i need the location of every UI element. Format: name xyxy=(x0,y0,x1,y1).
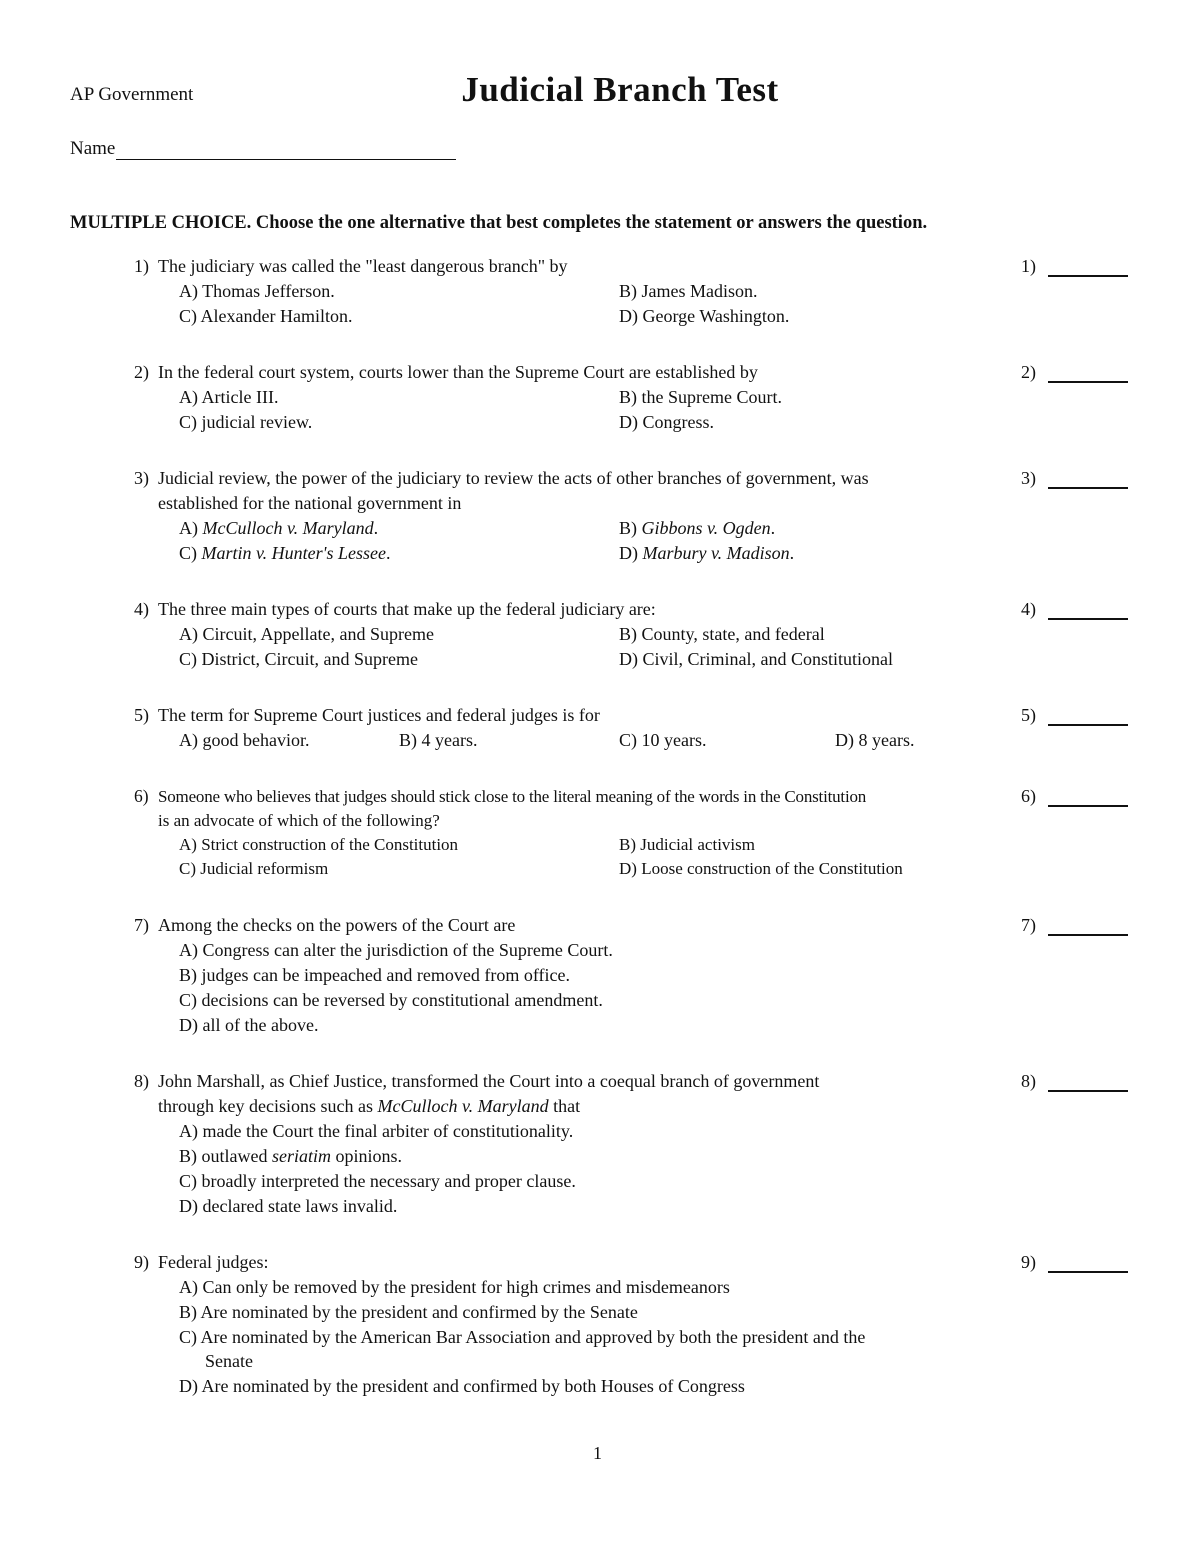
option-c: C) Martin v. Hunter's Lessee. xyxy=(179,543,391,563)
option-b: B) judges can be impeached and removed from office. xyxy=(179,965,571,985)
answer-number: 8) xyxy=(1021,1071,1036,1091)
option-a: A) Circuit, Appellate, and Supreme xyxy=(179,624,434,644)
question-stem: Among the checks on the powers of the Court are xyxy=(158,915,516,935)
answer-number: 2) xyxy=(1021,362,1036,382)
question-number: 1) xyxy=(134,256,149,276)
name-field xyxy=(70,138,456,160)
question-stem: The term for Supreme Court justices and federal judges is for xyxy=(158,705,600,725)
answer-blank[interactable] xyxy=(1048,805,1128,807)
option-d: D) all of the above. xyxy=(179,1015,319,1035)
question-number: 6) xyxy=(134,786,149,806)
option-b: B) 4 years. xyxy=(399,730,478,750)
question-stem-continued: is an advocate of which of the following? xyxy=(158,811,440,830)
option-a: A) Congress can alter the jurisdiction of the Supreme Court. xyxy=(179,940,613,960)
option-c: C) Are nominated by the American Bar Association and approved by both the president and the xyxy=(179,1327,866,1347)
answer-blank[interactable] xyxy=(1048,724,1128,726)
page-title: Judicial Branch Test xyxy=(461,70,779,109)
answer-number: 6) xyxy=(1021,786,1036,806)
question-number: 8) xyxy=(134,1071,149,1091)
question-number: 3) xyxy=(134,468,149,488)
option-c: C) Judicial reformism xyxy=(179,859,329,878)
option-c-continued: Senate xyxy=(205,1351,253,1371)
answer-blank[interactable] xyxy=(1048,934,1128,936)
option-a: A) Article III. xyxy=(179,387,279,407)
option-a: A) Can only be removed by the president for high crimes and misdemeanors xyxy=(179,1277,730,1297)
option-a: A) McCulloch v. Maryland. xyxy=(179,518,379,538)
option-c: C) District, Circuit, and Supreme xyxy=(179,649,418,669)
option-a: A) good behavior. xyxy=(179,730,310,750)
option-d: D) George Washington. xyxy=(619,306,790,326)
name-blank-line[interactable] xyxy=(116,141,456,160)
question-stem: Someone who believes that judges should stick close to the literal meaning of the words in the Constitution xyxy=(158,787,867,806)
question-number: 4) xyxy=(134,599,149,619)
question-stem: Judicial review, the power of the judiciary to review the acts of other branches of government, was xyxy=(158,468,869,488)
answer-number: 9) xyxy=(1021,1252,1036,1272)
answer-blank[interactable] xyxy=(1048,1271,1128,1273)
question-number: 9) xyxy=(134,1252,149,1272)
answer-number: 1) xyxy=(1021,256,1036,276)
question-stem: The judiciary was called the "least dangerous branch" by xyxy=(158,256,568,276)
option-b: B) outlawed seriatim opinions. xyxy=(179,1146,403,1166)
option-b: B) the Supreme Court. xyxy=(619,387,782,407)
option-b: B) Gibbons v. Ogden. xyxy=(619,518,776,538)
case-name: Martin v. Hunter's Lessee xyxy=(201,543,386,563)
question-stem: The three main types of courts that make up the federal judiciary are: xyxy=(158,599,656,619)
option-d: D) Loose construction of the Constitution xyxy=(619,859,903,878)
option-c: C) Alexander Hamilton. xyxy=(179,306,353,326)
option-d: D) 8 years. xyxy=(835,730,915,750)
option-a: A) Strict construction of the Constitution xyxy=(179,835,459,854)
question-number: 2) xyxy=(134,362,149,382)
course-label: AP Government xyxy=(70,84,194,105)
option-c: C) judicial review. xyxy=(179,412,313,432)
question-number: 7) xyxy=(134,915,149,935)
case-name: Marbury v. Madison xyxy=(642,543,790,563)
option-d: D) Marbury v. Madison. xyxy=(619,543,795,563)
question-number: 5) xyxy=(134,705,149,725)
case-name: Gibbons v. Ogden xyxy=(641,518,771,538)
name-label: Name xyxy=(70,138,116,159)
question-stem: Federal judges: xyxy=(158,1252,269,1272)
option-d: D) declared state laws invalid. xyxy=(179,1196,398,1216)
option-c: C) 10 years. xyxy=(619,730,707,750)
answer-blank[interactable] xyxy=(1048,487,1128,489)
answer-blank[interactable] xyxy=(1048,618,1128,620)
question-stem-continued: established for the national government in xyxy=(158,493,462,513)
question-stem-continued: through key decisions such as McCulloch v. Maryland that xyxy=(158,1096,581,1116)
option-c: C) broadly interpreted the necessary and proper clause. xyxy=(179,1171,576,1191)
instructions: MULTIPLE CHOICE. Choose the one alternative that best completes the statement or answers the question. xyxy=(70,213,928,233)
option-d: D) Are nominated by the president and confirmed by both Houses of Congress xyxy=(179,1376,745,1396)
option-d: D) Civil, Criminal, and Constitutional xyxy=(619,649,893,669)
latin-term: seriatim xyxy=(271,1146,331,1166)
page-number: 1 xyxy=(593,1443,602,1463)
question-stem: John Marshall, as Chief Justice, transformed the Court into a coequal branch of government xyxy=(158,1071,820,1091)
option-b: B) James Madison. xyxy=(619,281,758,301)
answer-blank[interactable] xyxy=(1048,275,1128,277)
answer-blank[interactable] xyxy=(1048,381,1128,383)
answer-number: 3) xyxy=(1021,468,1036,488)
option-a: A) made the Court the final arbiter of constitutionality. xyxy=(179,1121,574,1141)
case-name: McCulloch v. Maryland xyxy=(377,1096,549,1116)
case-name: McCulloch v. Maryland xyxy=(202,518,374,538)
question-stem: In the federal court system, courts lower than the Supreme Court are established by xyxy=(158,362,758,382)
option-b: B) Are nominated by the president and confirmed by the Senate xyxy=(179,1302,638,1322)
option-a: A) Thomas Jefferson. xyxy=(179,281,335,301)
option-b: B) County, state, and federal xyxy=(619,624,825,644)
answer-number: 4) xyxy=(1021,599,1036,619)
option-b: B) Judicial activism xyxy=(619,835,755,854)
answer-blank[interactable] xyxy=(1048,1090,1128,1092)
answer-number: 7) xyxy=(1021,915,1036,935)
option-d: D) Congress. xyxy=(619,412,714,432)
option-c: C) decisions can be reversed by constitutional amendment. xyxy=(179,990,603,1010)
answer-number: 5) xyxy=(1021,705,1036,725)
